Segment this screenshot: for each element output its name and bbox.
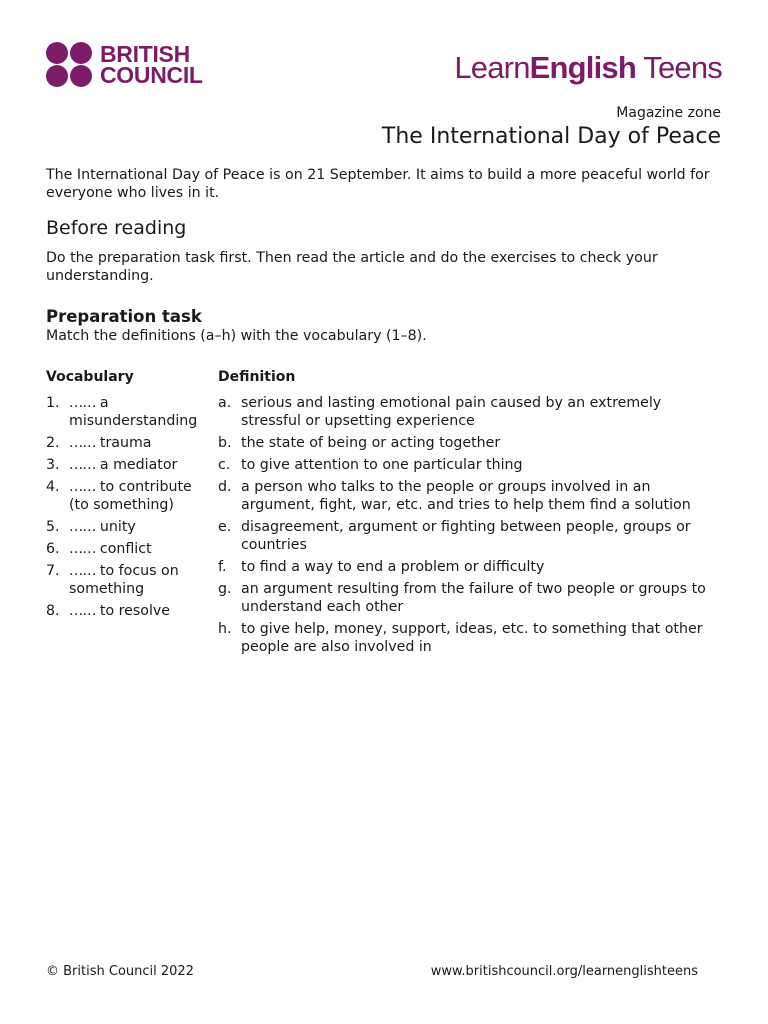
footer-url-link[interactable]: www.britishcouncil.org/learnenglishteens: [430, 964, 698, 979]
answer-blank[interactable]: ……: [69, 457, 96, 473]
answer-blank[interactable]: ……: [69, 563, 96, 579]
definition-item: b. the state of being or acting together: [218, 435, 501, 451]
vocab-item: 1. …… a misunderstanding: [46, 395, 198, 429]
definition-item: g. an argument resulting from the failure of two people or groups to understand each other: [218, 581, 706, 615]
learnenglish-teens-logo: LearnEnglish Teens: [454, 50, 722, 85]
footer-copyright: © British Council 2022: [46, 964, 194, 979]
british-council-dots-icon: [46, 42, 94, 88]
intro-paragraph: The International Day of Peace is on 21 September. It aims to build a more peaceful world for everyone who lives in it.: [46, 167, 710, 201]
definition-item: a. serious and lasting emotional pain caused by an extremely stressful or upsetting experience: [218, 395, 662, 429]
vocab-item: 6. …… conflict: [46, 541, 152, 557]
answer-blank[interactable]: ……: [69, 435, 96, 451]
definition-item: e. disagreement, argument or fighting between people, groups or countries: [218, 519, 691, 553]
vocab-item: 4. …… to contribute (to something): [46, 479, 192, 513]
vocab-item: 8. …… to resolve: [46, 603, 171, 619]
answer-blank[interactable]: ……: [69, 541, 96, 557]
answer-blank[interactable]: ……: [69, 395, 96, 411]
british-council-wordmark: BRITISH COUNCIL: [100, 41, 203, 88]
vocab-item: 7. …… to focus on something: [46, 563, 179, 597]
answer-blank[interactable]: ……: [69, 519, 96, 535]
definition-item: f. to find a way to end a problem or difficulty: [218, 559, 545, 575]
definition-item: c. to give attention to one particular thing: [218, 457, 523, 473]
vocab-item: 3. …… a mediator: [46, 457, 178, 473]
answer-blank[interactable]: ……: [69, 479, 96, 495]
preparation-task-heading: Preparation task: [46, 307, 202, 326]
definition-list: [218, 394, 708, 660]
answer-blank[interactable]: ……: [69, 603, 96, 619]
vocab-item: 2. …… trauma: [46, 435, 152, 451]
before-reading-heading: Before reading: [46, 217, 187, 239]
before-reading-text: Do the preparation task first. Then read the article and do the exercises to check your understanding.: [46, 250, 658, 284]
vocabulary-list: [46, 394, 206, 624]
definition-item: h. to give help, money, support, ideas, etc. to something that other people are also involved in: [218, 621, 703, 655]
preparation-instruction: Match the definitions (a–h) with the vocabulary (1–8).: [46, 328, 427, 344]
section-label: Magazine zone: [616, 105, 721, 121]
definition-item: d. a person who talks to the people or groups involved in an argument, fight, war, etc. and tries to help them find a solution: [218, 479, 691, 513]
vocab-item: 5. …… unity: [46, 519, 136, 535]
vocabulary-column-header: Vocabulary: [46, 369, 134, 385]
definition-column-header: Definition: [218, 369, 296, 385]
page-title: The International Day of Peace: [381, 124, 721, 149]
british-council-logo: [46, 42, 203, 88]
